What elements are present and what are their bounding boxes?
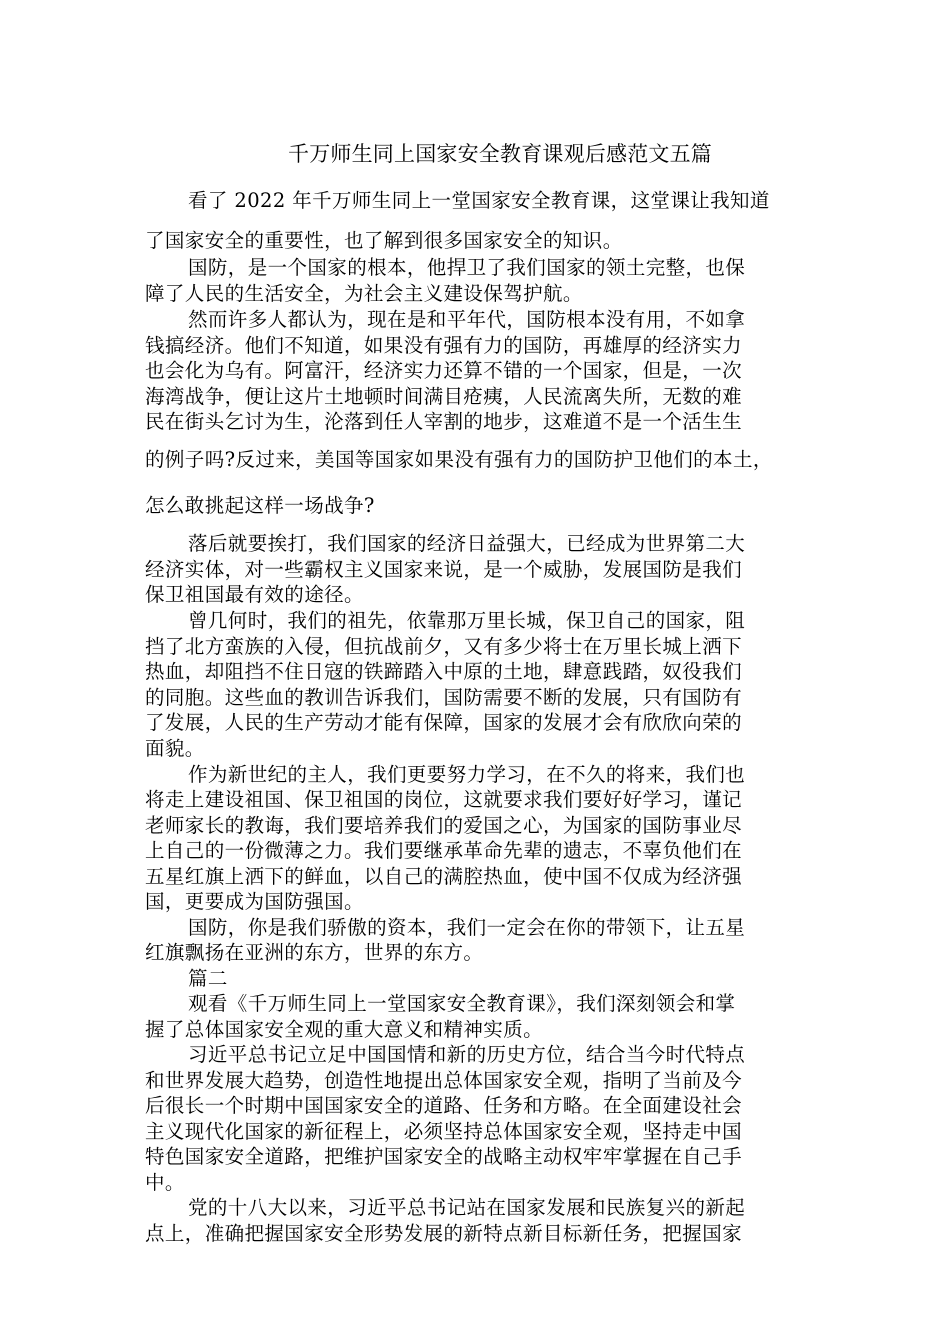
paragraph-line: 海湾战争，便让这片土地顿时间满目疮痍，人民流离失所，无数的难	[145, 385, 743, 408]
paragraph-line: 看了 2022 年千万师生同上一堂国家安全教育课，这堂课让我知道	[188, 189, 770, 212]
paragraph-line: 民在街头乞讨为生，沦落到任人宰割的地步，这难道不是一个活生生	[145, 410, 743, 433]
paragraph-line: 然而许多人都认为，现在是和平年代，国防根本没有用，不如拿	[188, 308, 746, 331]
paragraph-line: 面貌。	[145, 737, 205, 760]
paragraph-line: 挡了北方蛮族的入侵，但抗战前夕，又有多少将士在万里长城上洒下	[145, 635, 743, 658]
paragraph-line: 落后就要挨打，我们国家的经济日益强大，已经成为世界第二大	[188, 532, 746, 555]
paragraph-line: 上自己的一份微薄之力。我们要继承革命先辈的遗志，不辜负他们在	[145, 839, 743, 862]
paragraph-line: 也会化为乌有。阿富汗，经济实力还算不错的一个国家，但是，一次	[145, 359, 743, 382]
paragraph-line: 主义现代化国家的新征程上，必须坚持总体国家安全观，坚持走中国	[145, 1120, 743, 1143]
paragraph-line: 保卫祖国最有效的途径。	[145, 583, 364, 606]
paragraph-line: 后很长一个时期中国国家安全的道路、任务和方略。在全面建设社会	[145, 1094, 743, 1117]
paragraph-line: 握了总体国家安全观的重大意义和精神实质。	[145, 1018, 544, 1041]
paragraph-line: 红旗飘扬在亚洲的东方，世界的东方。	[145, 941, 484, 964]
paragraph-line: 和世界发展大趋势，创造性地提出总体国家安全观，指明了当前及今	[145, 1069, 743, 1092]
paragraph-line: 篇二	[188, 967, 228, 990]
paragraph-line: 点上，准确把握国家安全形势发展的新特点新目标新任务，把握国家	[145, 1222, 743, 1245]
paragraph-line: 五星红旗上洒下的鲜血，以自己的满腔热血，使中国不仅成为经济强	[145, 865, 743, 888]
paragraph-line: 了国家安全的重要性，也了解到很多国家安全的知识。	[145, 229, 623, 252]
paragraph-line: 老师家长的教诲，我们要培养我们的爱国之心，为国家的国防事业尽	[145, 814, 743, 837]
paragraph-line: 特色国家安全道路，把维护国家安全的战略主动权牢牢掌握在自己手	[145, 1145, 743, 1168]
paragraph-line: 的例子吗?反过来，美国等国家如果没有强有力的国防护卫他们的本土，	[145, 448, 773, 471]
paragraph-line: 国，更要成为国防强国。	[145, 890, 364, 913]
paragraph-line: 中。	[145, 1171, 185, 1194]
paragraph-line: 经济实体，对一些霸权主义国家来说，是一个威胁，发展国防是我们	[145, 558, 743, 581]
paragraph-line: 国防，是一个国家的根本，他捍卫了我们国家的领土完整，也保	[188, 256, 746, 279]
paragraph-line: 钱搞经济。他们不知道，如果没有强有力的国防，再雄厚的经济实力	[145, 334, 743, 357]
paragraph-line: 习近平总书记立足中国国情和新的历史方位，结合当今时代特点	[188, 1043, 746, 1066]
paragraph-line: 将走上建设祖国、保卫祖国的岗位，这就要求我们要好好学习，谨记	[145, 788, 743, 811]
document-title: 千万师生同上国家安全教育课观后感范文五篇	[288, 142, 712, 166]
paragraph-line: 怎么敢挑起这样一场战争?	[145, 494, 375, 517]
paragraph-line: 作为新世纪的主人，我们更要努力学习，在不久的将来，我们也	[188, 763, 746, 786]
paragraph-line: 热血，却阻挡不住日寇的铁蹄踏入中原的土地，肆意践踏，奴役我们	[145, 660, 743, 683]
paragraph-line: 障了人民的生活安全，为社会主义建设保驾护航。	[145, 282, 583, 305]
paragraph-line: 党的十八大以来，习近平总书记站在国家发展和民族复兴的新起	[188, 1196, 746, 1219]
paragraph-line: 的同胞。这些血的教训告诉我们，国防需要不断的发展，只有国防有	[145, 686, 743, 709]
paragraph-line: 国防，你是我们骄傲的资本，我们一定会在你的带领下，让五星	[188, 916, 746, 939]
paragraph-line: 观看《千万师生同上一堂国家安全教育课》，我们深刻领会和掌	[188, 992, 736, 1015]
paragraph-line: 了发展，人民的生产劳动才能有保障，国家的发展才会有欣欣向荣的	[145, 711, 743, 734]
paragraph-line: 曾几何时，我们的祖先，依靠那万里长城，保卫自己的国家，阻	[188, 609, 746, 632]
